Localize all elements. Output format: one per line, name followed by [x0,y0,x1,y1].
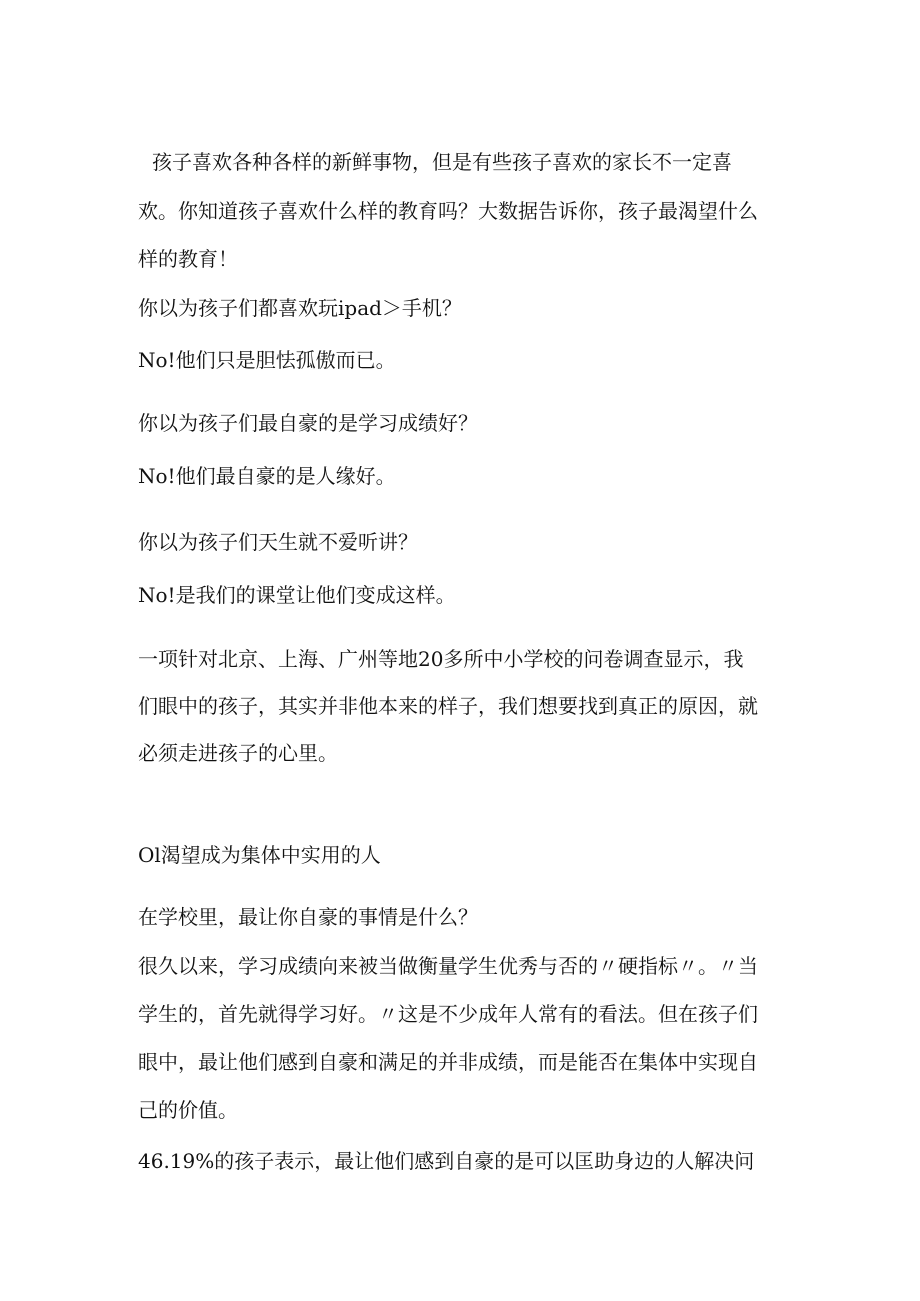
body-paragraph-line-3: 眼中，最让他们感到自豪和满足的并非成绩，而是能否在集体中实现自 [138,1050,758,1074]
question-ipad: 你以为孩子们都喜欢玩ipad＞手机？ [138,296,462,320]
answer-ipad: No!他们只是胆怯孤傲而已。 [138,348,396,372]
question-grades: 你以为孩子们最自豪的是学习成绩好？ [138,411,478,435]
section-question: 在学校里，最让你自豪的事情是什么？ [138,905,478,929]
body-paragraph-line-4: 己的价值。 [138,1098,238,1122]
intro-paragraph-line-1: 孩子喜欢各种各样的新鲜事物，但是有些孩子喜欢的家长不一定喜 [152,150,732,174]
survey-paragraph-line-3: 必须走进孩子的心里。 [138,741,338,765]
statistic-line: 46.19%的孩子表示，最让他们感到自豪的是可以匡助身边的人解决问 [138,1149,755,1173]
intro-paragraph-line-3: 样的教育！ [138,247,238,271]
body-paragraph-line-2: 学生的，首先就得学习好。〃这是不少成年人常有的看法。但在孩子们 [138,1002,758,1026]
survey-paragraph-line-1: 一项针对北京、上海、广州等地20多所中小学校的问卷调查显示，我 [138,647,744,671]
section-heading: Ol渴望成为集体中实用的人 [138,843,381,867]
answer-listening: No!是我们的课堂让他们变成这样。 [138,583,456,607]
intro-paragraph-line-2: 欢。你知道孩子喜欢什么样的教育吗？大数据告诉你，孩子最渴望什么 [138,199,758,223]
survey-paragraph-line-2: 们眼中的孩子，其实并非他本来的样子，我们想要找到真正的原因，就 [138,694,758,718]
question-listening: 你以为孩子们天生就不爱听讲？ [138,530,418,554]
answer-grades: No!他们最自豪的是人缘好。 [138,464,396,488]
body-paragraph-line-1: 很久以来，学习成绩向来被当做衡量学生优秀与否的〃硬指标〃。〃当 [138,954,758,978]
